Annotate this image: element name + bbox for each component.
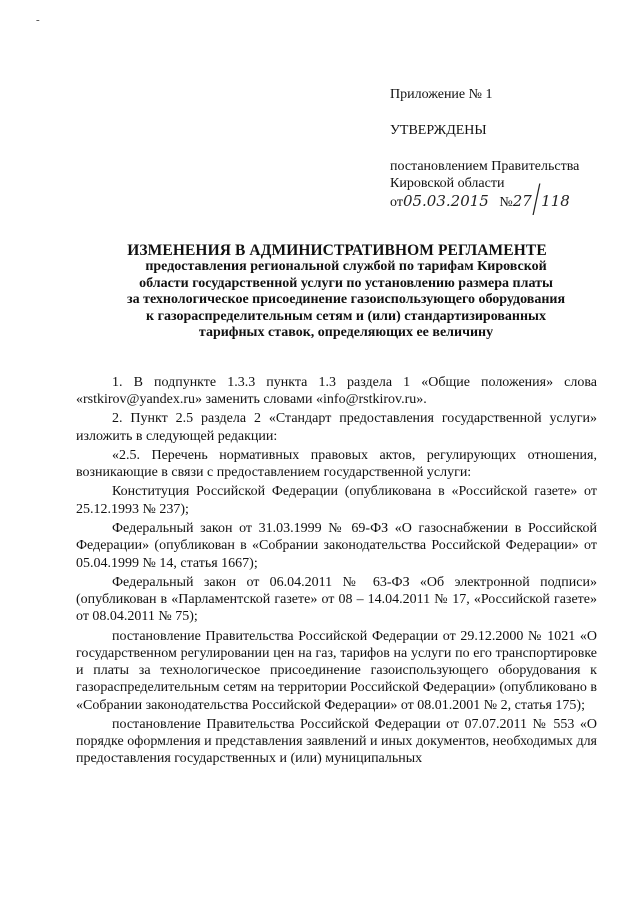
appendix-label: Приложение № 1 [390, 87, 493, 102]
handwritten-date: 05.03.2015 [402, 192, 489, 210]
handwritten-number-a: 27 [512, 192, 532, 210]
title-line-1: ИЗМЕНЕНИЯ В АДМИНИСТРАТИВНОМ РЕГЛАМЕНТЕ [127, 242, 547, 259]
approved-label: УТВЕРЖДЕНЫ [390, 123, 487, 138]
title-line-6: тарифных ставок, определяющих ее величину [198, 325, 494, 340]
paragraph-6: Федеральный закон от 06.04.2011 № 63-ФЗ «Об электронной подписи» (опубликован в «Парламентской газете» от 08 – 14.04.2011 № 17, «Российской газете» от 08.04.2011 № 75); [76, 574, 597, 625]
paragraph-7: постановление Правительства Российской Федерации от 29.12.2000 № 1021 «О государственном регулировании цен на газ, тарифов на услуги по его транспортировке и платы за технологическое присоединение газоиспользующего оборудования к газораспределительным сетям на территории Российской Федерации» (опубликовано в «Собрании законодательства Российской Федерации» от 08.01.2001 № 2, статья 175); [76, 628, 597, 713]
slash-mark: / [533, 175, 540, 221]
title-line-5: к газораспределительным сетям и (или) стандартизированных [146, 308, 546, 324]
paragraph-5: Федеральный закон от 31.03.1999 № 69-ФЗ «О газоснабжении в Российской Федерации» (опубликован в «Собрании законодательства Российской Федерации» от 05.04.1999 № 14, статья 1667); [76, 520, 597, 571]
document-title [60, 243, 620, 342]
decree-line-1: постановлением Правительства [390, 159, 580, 174]
corner-mark: - [36, 14, 40, 26]
handwritten-number-b: 118 [541, 192, 570, 210]
number-prefix: № [499, 195, 513, 210]
paragraph-8: постановление Правительства Российской Федерации от 07.07.2011 № 553 «О порядке оформления и представления заявлений и иных документов, необходимых для предоставления государственных и (или) муниципальных [76, 716, 597, 767]
title-line-3: области государственной услуги по установлению размера платы [139, 275, 553, 291]
paragraph-2: 2. Пункт 2.5 раздела 2 «Стандарт предоставления государственной услуги» изложить в следующей редакции: [76, 411, 597, 444]
paragraph-4: Конституция Российской Федерации (опубликована в «Российской газете» от 25.12.1993 № 237); [76, 484, 597, 517]
title-line-4: за технологическое присоединение газоиспользующего оборудования [126, 292, 566, 307]
paragraph-1: 1. В подпункте 1.3.3 пункта 1.3 раздела 1 «Общие положения» слова «rstkirov@yandex.ru» заменить словами «info@rstkirov.ru». [76, 375, 597, 408]
approval-block [390, 86, 630, 221]
title-line-2: предоставления региональной службой по тарифам Кировской [145, 259, 547, 274]
decree-line-2: Кировской области [390, 176, 505, 191]
date-prefix: от [390, 195, 403, 210]
paragraph-3: «2.5. Перечень нормативных правовых актов, регулирующих отношения, возникающие в связи с предоставлением государственной услуги: [76, 447, 597, 481]
document-body [76, 374, 597, 768]
